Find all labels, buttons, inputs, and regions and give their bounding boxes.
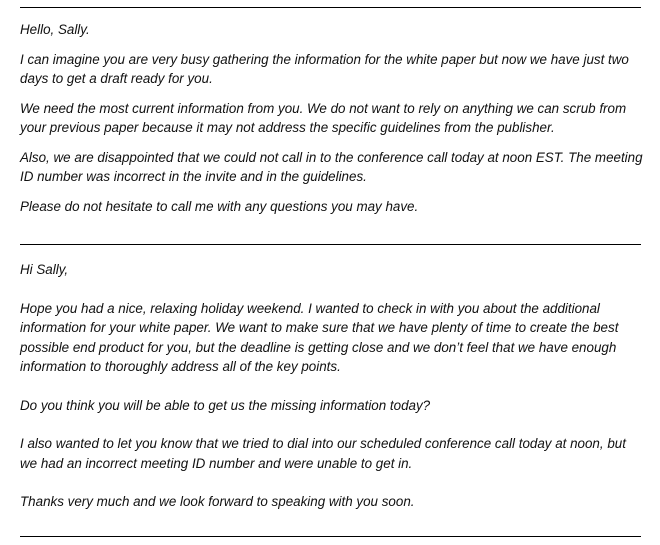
email-draft-1 xyxy=(20,20,644,226)
email-1-greeting: Hello, Sally. xyxy=(20,22,90,37)
email-1-paragraph-2: We need the most current information from you. We do not want to rely on anything we can scrub from your previous paper because it may not address the specific guidelines from the publisher. xyxy=(20,100,627,135)
email-2-paragraph-2: Do you think you will be able to get us the missing information today? xyxy=(20,397,431,413)
email-1-paragraph-4: Please do not hesitate to call me with any questions you may have. xyxy=(20,198,419,214)
email-2-paragraph-3: I also wanted to let you know that we tried to dial into our scheduled conference call today at noon, but we had an incorrect meeting ID number and were unable to get in. xyxy=(20,436,626,471)
bottom-divider xyxy=(20,536,641,537)
email-draft-2 xyxy=(20,260,644,531)
email-2-paragraph-4: Thanks very much and we look forward to speaking with you soon. xyxy=(20,494,415,509)
email-2-greeting: Hi Sally, xyxy=(20,262,69,277)
email-1-paragraph-3: Also, we are disappointed that we could not call in to the conference call today at noon EST. The meeting ID number was incorrect in the invite and in the guidelines. xyxy=(20,149,643,184)
email-2-paragraph-1: Hope you had a nice, relaxing holiday weekend. I wanted to check in with you about the additional information for your white paper. We want to make sure that we have plenty of time to create the best possible end product for you, but the deadline is getting close and we don’t feel that we have enough information to thoroughly address all of the key points. xyxy=(20,300,619,374)
email-1-paragraph-1: I can imagine you are very busy gathering the information for the white paper but now we have just two days to get a draft ready for you. xyxy=(20,51,629,86)
middle-divider xyxy=(20,244,641,245)
top-divider xyxy=(20,7,641,8)
